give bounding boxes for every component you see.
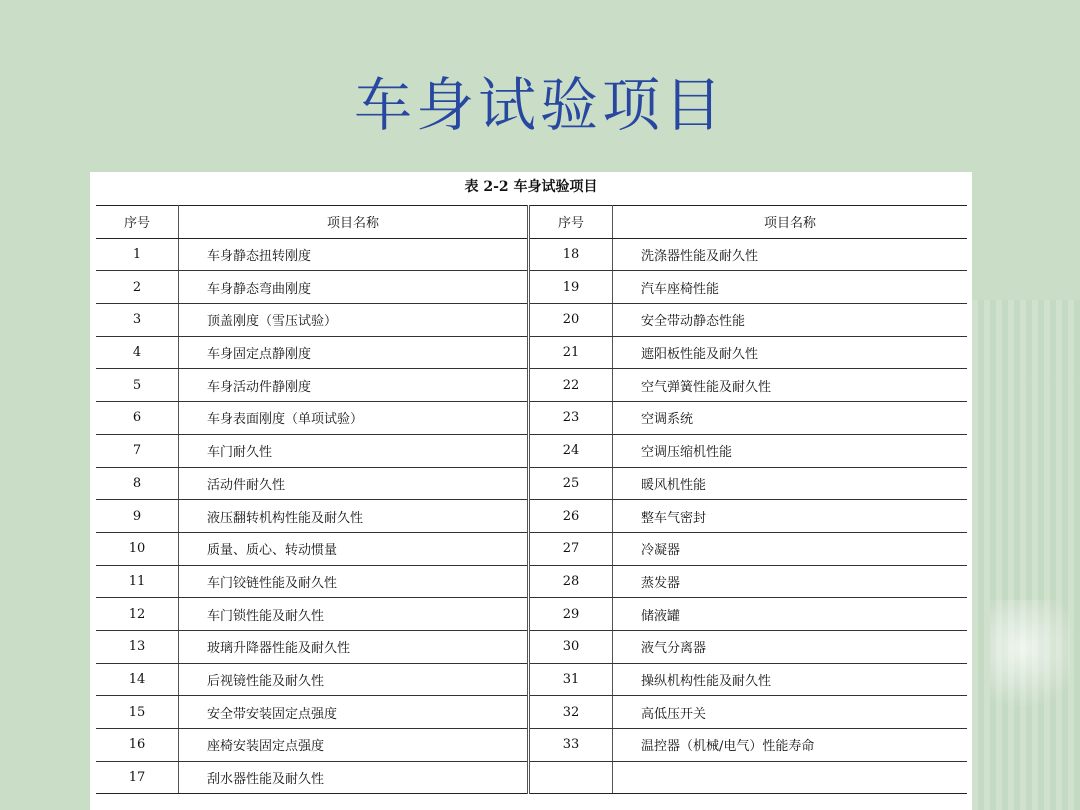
row-index-right: 30 — [529, 630, 613, 663]
row-item-right: 空调系统 — [613, 402, 968, 435]
row-index-right: 33 — [529, 729, 613, 762]
slide-title: 车身试验项目 — [353, 71, 726, 139]
row-item-right: 液气分离器 — [613, 630, 968, 663]
row-item-left: 车身活动件静刚度 — [179, 369, 529, 402]
row-item-right: 空气弹簧性能及耐久性 — [613, 369, 968, 402]
row-index-right: 19 — [529, 271, 613, 304]
row-item-right: 汽车座椅性能 — [613, 271, 968, 304]
table-row — [96, 598, 967, 631]
row-item-right: 高低压开关 — [613, 696, 968, 729]
row-index-left: 1 — [96, 238, 179, 271]
row-item-right — [613, 761, 968, 794]
table-card — [90, 172, 972, 810]
row-index-left: 15 — [96, 696, 179, 729]
background-decoration — [960, 300, 1080, 810]
row-index-right: 20 — [529, 304, 613, 337]
table-row — [96, 532, 967, 565]
row-item-left: 刮水器性能及耐久性 — [179, 761, 529, 794]
row-item-left: 车身表面刚度（单项试验） — [179, 402, 529, 435]
row-index-right: 27 — [529, 532, 613, 565]
row-index-left: 2 — [96, 271, 179, 304]
row-item-right: 蒸发器 — [613, 565, 968, 598]
row-item-right: 暖风机性能 — [613, 467, 968, 500]
row-item-left: 玻璃升降器性能及耐久性 — [179, 630, 529, 663]
table-caption: 表 2-2 车身试验项目 — [464, 179, 598, 195]
row-index-right: 24 — [529, 434, 613, 467]
table-row — [96, 434, 967, 467]
header-name-2: 项目名称 — [613, 206, 968, 239]
row-index-left: 5 — [96, 369, 179, 402]
table-row — [96, 402, 967, 435]
table-row — [96, 565, 967, 598]
row-item-left: 座椅安装固定点强度 — [179, 729, 529, 762]
table-row — [96, 336, 967, 369]
row-index-right: 32 — [529, 696, 613, 729]
row-index-left: 10 — [96, 532, 179, 565]
header-name-1: 项目名称 — [179, 206, 529, 239]
row-index-left: 17 — [96, 761, 179, 794]
row-item-left: 车身静态扭转刚度 — [179, 238, 529, 271]
row-item-left: 后视镜性能及耐久性 — [179, 663, 529, 696]
row-index-right: 25 — [529, 467, 613, 500]
table-row — [96, 630, 967, 663]
row-index-left: 7 — [96, 434, 179, 467]
row-item-left: 车身固定点静刚度 — [179, 336, 529, 369]
table-row — [96, 696, 967, 729]
table-row — [96, 271, 967, 304]
table-row — [96, 238, 967, 271]
table-body — [96, 238, 967, 794]
row-item-right: 操纵机构性能及耐久性 — [613, 663, 968, 696]
row-item-right: 空调压缩机性能 — [613, 434, 968, 467]
row-index-right: 31 — [529, 663, 613, 696]
row-item-right: 遮阳板性能及耐久性 — [613, 336, 968, 369]
row-index-right: 28 — [529, 565, 613, 598]
row-item-left: 车门铰链性能及耐久性 — [179, 565, 529, 598]
row-index-left: 13 — [96, 630, 179, 663]
table-row — [96, 729, 967, 762]
table-row — [96, 369, 967, 402]
row-index-left: 9 — [96, 500, 179, 533]
row-item-left: 安全带安装固定点强度 — [179, 696, 529, 729]
row-item-left: 质量、质心、转动惯量 — [179, 532, 529, 565]
header-index-2: 序号 — [529, 206, 613, 239]
table-row — [96, 467, 967, 500]
row-index-left: 11 — [96, 565, 179, 598]
row-item-right: 安全带动静态性能 — [613, 304, 968, 337]
row-index-right — [529, 761, 613, 794]
row-item-left: 车门锁性能及耐久性 — [179, 598, 529, 631]
table-row — [96, 761, 967, 794]
row-index-right: 26 — [529, 500, 613, 533]
row-index-left: 6 — [96, 402, 179, 435]
row-index-right: 21 — [529, 336, 613, 369]
table-row — [96, 500, 967, 533]
table-header-row — [96, 206, 967, 239]
row-index-right: 29 — [529, 598, 613, 631]
row-item-left: 车身静态弯曲刚度 — [179, 271, 529, 304]
row-index-left: 4 — [96, 336, 179, 369]
row-index-left: 16 — [96, 729, 179, 762]
row-item-left: 活动件耐久性 — [179, 467, 529, 500]
row-item-right: 整车气密封 — [613, 500, 968, 533]
table-row — [96, 663, 967, 696]
header-index-1: 序号 — [96, 206, 179, 239]
row-index-left: 12 — [96, 598, 179, 631]
row-index-right: 22 — [529, 369, 613, 402]
row-item-right: 洗涤器性能及耐久性 — [613, 238, 968, 271]
row-index-left: 14 — [96, 663, 179, 696]
row-item-left: 顶盖刚度（雪压试验） — [179, 304, 529, 337]
background-ornament — [990, 600, 1070, 720]
row-item-left: 车门耐久性 — [179, 434, 529, 467]
row-index-right: 23 — [529, 402, 613, 435]
row-item-right: 储液罐 — [613, 598, 968, 631]
table-row — [96, 304, 967, 337]
row-index-left: 8 — [96, 467, 179, 500]
row-item-right: 冷凝器 — [613, 532, 968, 565]
row-item-left: 液压翻转机构性能及耐久性 — [179, 500, 529, 533]
row-index-left: 3 — [96, 304, 179, 337]
row-item-right: 温控器（机械/电气）性能寿命 — [613, 729, 968, 762]
test-items-table — [96, 205, 967, 794]
row-index-right: 18 — [529, 238, 613, 271]
